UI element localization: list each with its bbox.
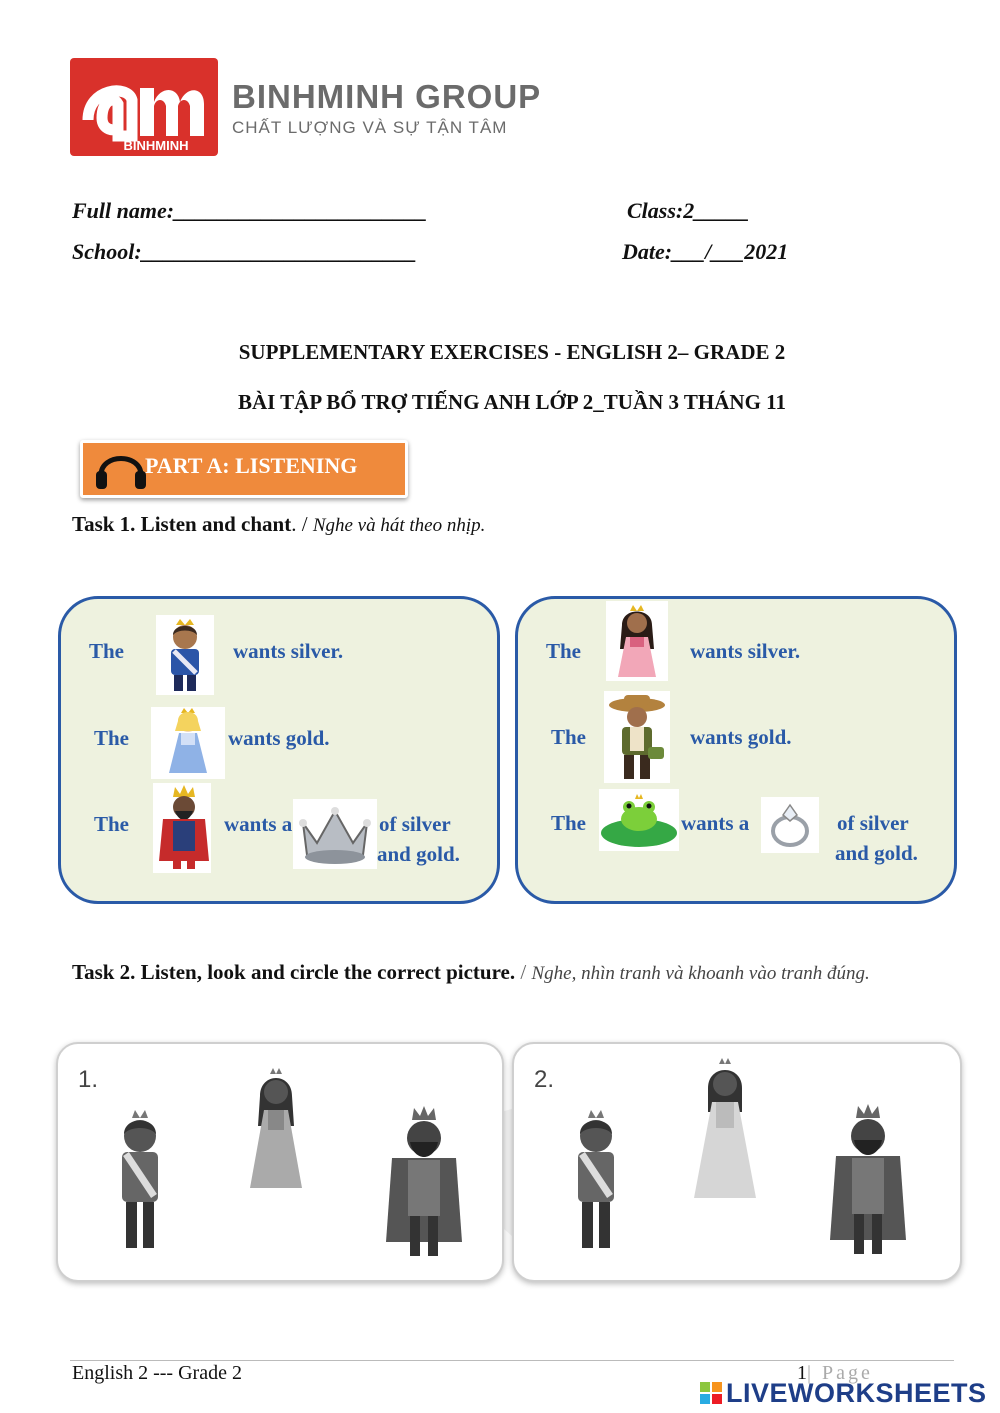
chant-text: of silver [837,811,909,835]
liveworksheets-icon [700,1382,722,1404]
chant-the: The [551,725,587,749]
chant-text: and gold. [377,842,460,866]
school-field[interactable]: School:_________________________ [72,239,417,264]
chant-the: The [546,639,582,663]
prince-icon[interactable] [566,1106,626,1261]
king-icon[interactable] [384,1102,464,1267]
ring-icon [761,797,819,853]
class-field[interactable]: Class:2_____ [627,198,750,223]
task1-separator: . / [291,512,308,536]
brand-name: BINHMINH GROUP [232,78,542,115]
prince-icon[interactable] [110,1106,170,1261]
chant-text: wants silver. [690,639,801,663]
princess-icon[interactable] [246,1066,306,1201]
task1-subtitle: Nghe và hát theo nhịp. [312,515,486,536]
task1-heading [72,512,485,537]
footer-course: English 2 --- Grade 2 [72,1362,242,1384]
chant-box-left [58,596,500,904]
full-name-field[interactable]: Full name:_______________________ [72,198,428,223]
task2-number: 1. [78,1066,99,1093]
task2-panel-1 [56,1042,504,1282]
prince-icon [156,615,214,695]
chant-the: The [94,812,130,836]
chant-text: of silver [379,812,451,836]
headphones-icon [91,445,151,493]
task2-subtitle: Nghe, nhìn tranh và khoanh vào tranh đúng. [531,963,870,984]
page-number: 1 [797,1362,807,1384]
task2-heading [72,960,870,985]
chant-box-right [515,596,957,904]
chant-text: wants silver. [233,639,344,663]
part-a-label: PART A: LISTENING [145,453,358,478]
task1-title: Task 1. Listen and chant [72,512,292,536]
chant-the: The [551,811,587,835]
chant-text: wants gold. [228,726,330,750]
chant-the: The [89,639,125,663]
chant-text: and gold. [835,841,918,865]
chant-text: wants a [224,812,293,836]
girl-icon [606,601,668,681]
logo-text: BINHMINH [123,138,189,153]
liveworksheets-text: LIVEWORKSHEETS [726,1378,987,1408]
king-icon [153,783,211,873]
crown-icon [293,799,377,869]
page-label: | Page [807,1362,873,1384]
date-field[interactable]: Date:___/___2021 [622,239,789,264]
chant-text: wants gold. [690,725,792,749]
task2-number: 2. [534,1066,555,1093]
part-a-banner [80,440,408,498]
princess-icon [151,707,225,779]
chant-text: wants a [681,811,750,835]
liveworksheets-watermark [700,1378,987,1409]
task2-separator: / [520,960,527,984]
task2-panel-2 [512,1042,962,1282]
chant-the: The [94,726,130,750]
king-icon[interactable] [828,1100,908,1265]
princess-icon[interactable] [690,1056,760,1211]
frog-icon [599,789,679,851]
brand-tagline: CHẤT LƯỢNG VÀ SỰ TẬN TÂM [232,118,508,137]
binhminh-logo [70,58,218,156]
footer-divider [70,1360,954,1361]
farmer-icon [604,691,670,783]
worksheet-title-english: SUPPLEMENTARY EXERCISES - ENGLISH 2– GRADE 2 [238,340,786,364]
task2-title: Task 2. Listen, look and circle the correct picture. [72,960,516,984]
worksheet-title-vietnamese: BÀI TẬP BỔ TRỢ TIẾNG ANH LỚP 2_TUẦN 3 THÁNG 11 [237,390,787,414]
